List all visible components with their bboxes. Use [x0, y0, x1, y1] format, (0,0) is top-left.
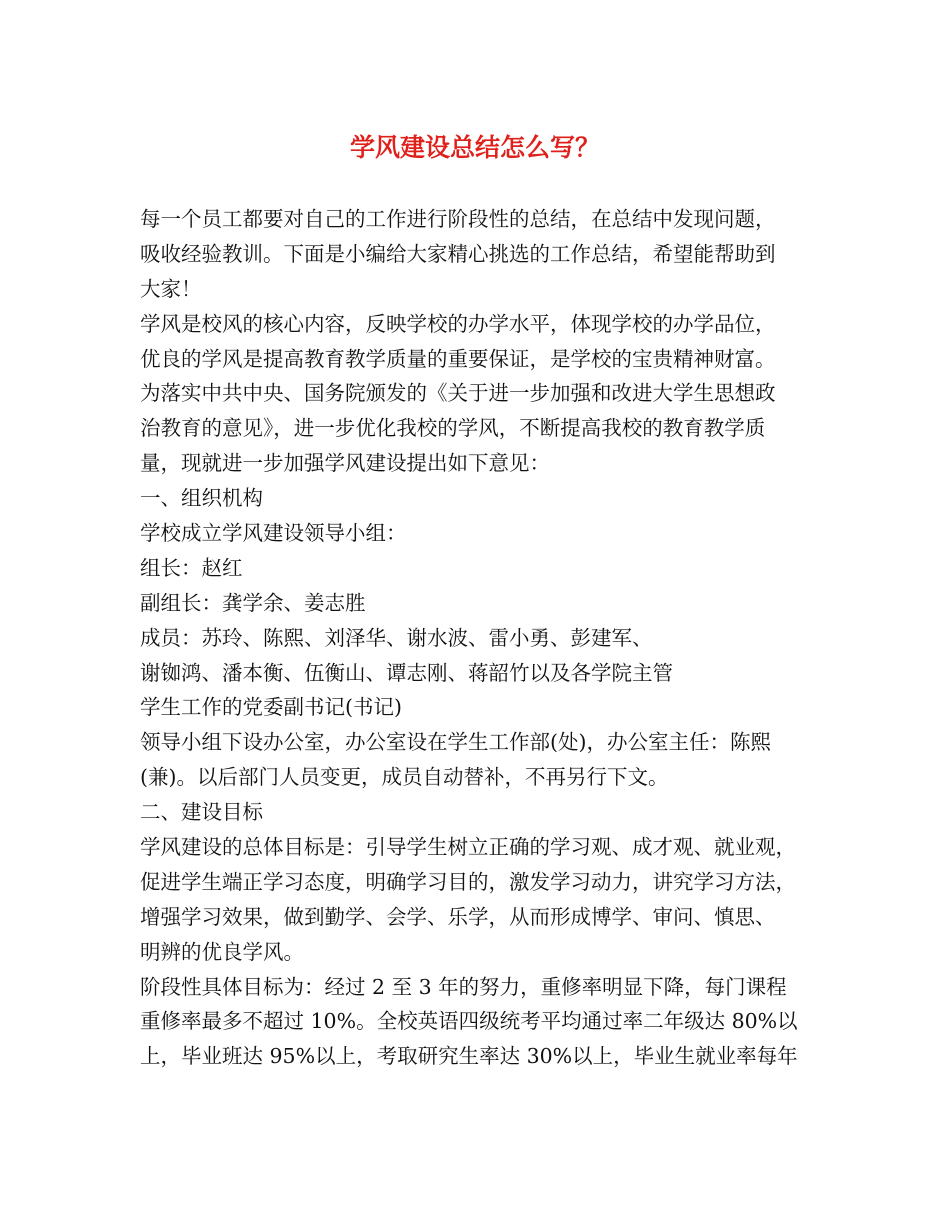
body-line: 学风建设的总体目标是：引导学生树立正确的学习观、成才观、就业观， [140, 835, 796, 860]
body-line: 为落实中共中央、国务院颁发的《关于进一步加强和改进大学生思想政 [140, 381, 776, 406]
body-line: 学风是校风的核心内容，反映学校的办学水平，体现学校的办学品位， [140, 311, 776, 336]
body-line: 副组长：龚学余、姜志胜 [140, 590, 366, 615]
body-line: 优良的学风是提高教育教学质量的重要保证，是学校的宝贵精神财富。 [140, 346, 776, 371]
body-line: 学生工作的党委副书记(书记) [140, 695, 402, 720]
body-line: 增强学习效果，做到勤学、会学、乐学，从而形成博学、审问、慎思、 [140, 904, 776, 929]
body-line: 促进学生端正学习态度，明确学习目的，激发学习动力，讲究学习方法， [140, 869, 796, 894]
body-line: 大家！ [140, 276, 202, 301]
body-line: 学校成立学风建设领导小组： [140, 521, 407, 546]
body-line: 成员：苏玲、陈熙、刘泽华、谢水波、雷小勇、彭建军、 [140, 625, 653, 650]
body-line: 阶段性具体目标为：经过 2 至 3 年的努力，重修率明显下降，每门课程 [140, 974, 787, 999]
document-body [140, 202, 830, 1074]
document-title: 学风建设总结怎么写？ [349, 133, 600, 162]
body-line: 谢铷鸿、潘本衡、伍衡山、谭志刚、蒋韶竹以及各学院主管 [140, 660, 673, 685]
body-line: 治教育的意见》，进一步优化我校的学风，不断提高我校的教育教学质 [140, 416, 766, 441]
body-line: 重修率最多不超过 10%。全校英语四级统考平均通过率二年级达 80%以 [140, 1009, 798, 1034]
body-line: 上，毕业班达 95%以上，考取研究生率达 30%以上，毕业生就业率每年 [140, 1044, 798, 1069]
body-line: 吸收经验教训。下面是小编给大家精心挑选的工作总结，希望能帮助到 [140, 241, 776, 266]
body-line: 领导小组下设办公室，办公室设在学生工作部(处)，办公室主任：陈熙 [140, 730, 771, 755]
section-heading: 二、建设目标 [140, 800, 263, 825]
body-line: 每一个员工都要对自己的工作进行阶段性的总结，在总结中发现问题， [140, 207, 776, 231]
body-line: (兼)。以后部门人员变更，成员自动替补，不再另行下文。 [140, 765, 669, 790]
body-line: 量，现就进一步加强学风建设提出如下意见： [140, 451, 550, 476]
body-line: 组长：赵红 [140, 555, 243, 580]
body-line: 明辨的优良学风。 [140, 939, 304, 964]
section-heading: 一、组织机构 [140, 486, 263, 511]
